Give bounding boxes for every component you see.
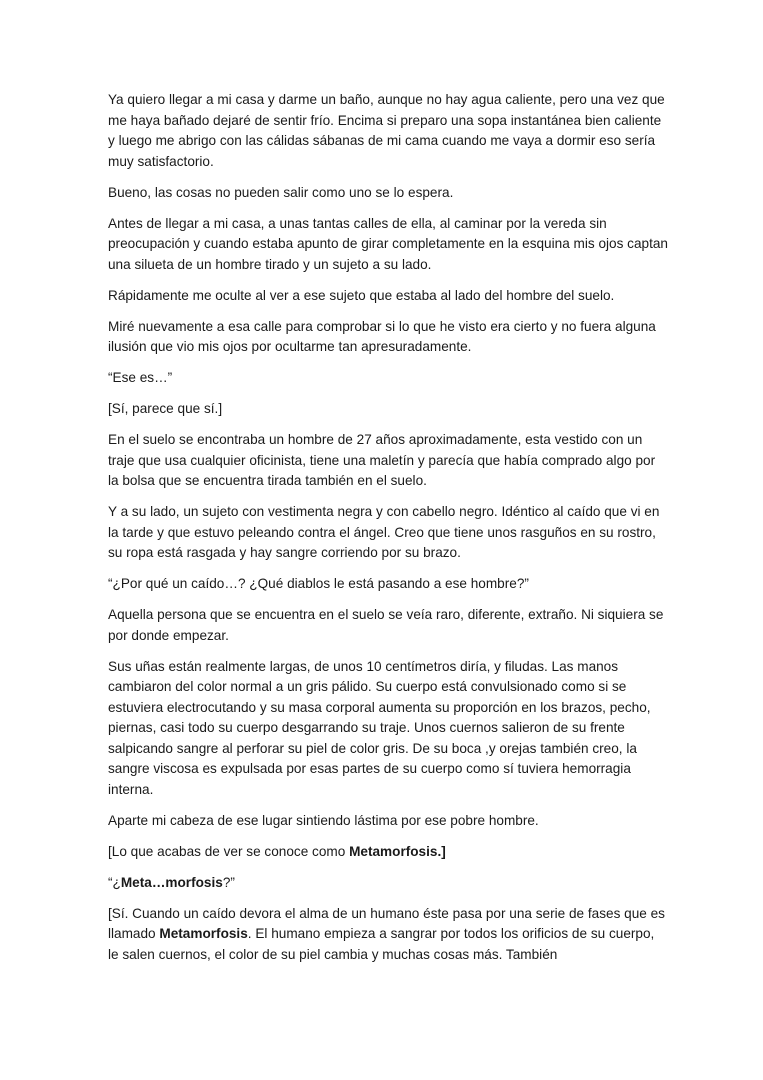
paragraph-10: “¿Por qué un caído…? ¿Qué diablos le está pasando a ese hombre?” xyxy=(108,576,529,591)
paragraph-3: Antes de llegar a mi casa, a unas tantas calles de ella, al caminar por la vereda sin preocupación y cuando estaba apunto de girar completamente en la esquina mis ojos captan una silueta de un hombre tirado y un sujeto a su lado. xyxy=(108,215,668,272)
paragraph-6: “Ese es…” xyxy=(108,370,173,385)
paragraph-15 xyxy=(108,873,668,894)
paragraph-4: Rápidamente me oculte al ver a ese sujeto que estaba al lado del hombre del suelo. xyxy=(108,287,615,303)
paragraph-14 xyxy=(108,842,668,863)
paragraph-12: Sus uñas están realmente largas, de unos 10 centímetros diría, y filudas. Las manos cambiaron del color normal a un gris pálido. Su cuerpo está convulsionado como si se estuviera electrocutando y su masa corporal aumenta su proporción en los brazos, pecho, piernas, casi todo su cuerpo desgarrando su traje. Unos cuernos salieron de su frente salpicando sangre al perforar su piel de color gris. De su boca ,y orejas también creo, la sangre viscosa es expulsada por esas partes de su cuerpo como sí tuviera hemorragia interna. xyxy=(108,658,651,797)
paragraph-11: Aquella persona que se encuentra en el suelo se veía raro, diferente, extraño. Ni siquiera se por donde empezar. xyxy=(108,607,664,643)
p15-text-start: “¿ xyxy=(108,874,121,890)
paragraph-8: En el suelo se encontraba un hombre de 27 años aproximadamente, esta vestido con un traje que usa cualquier oficinista, tiene una maletín y parecía que había comprado algo por la bolsa que se encuentra tirada también en el suelo. xyxy=(108,432,656,488)
p16-bold: Metamorfosis xyxy=(159,926,248,941)
paragraph-16 xyxy=(108,904,668,966)
p15-bold: Meta…morfosis xyxy=(120,874,223,890)
paragraph-5: Miré nuevamente a esa calle para comprobar si lo que he visto era cierto y no fuera alguna ilusión que vio mis ojos por ocultarme tan apresuradamente. xyxy=(108,318,656,354)
paragraph-7: [Sí, parece que sí.] xyxy=(108,401,223,416)
p14-text: [Lo que acabas de ver se conoce como xyxy=(108,843,350,859)
p16-text-start: [Sí. Cuando un caído devora el alma de un humano éste pasa por una serie de fases que es llamado xyxy=(108,905,665,941)
p15-text-end: ?” xyxy=(222,874,235,890)
paragraph-13: Aparte mi cabeza de ese lugar sintiendo lástima por ese pobre hombre. xyxy=(108,812,539,828)
p14-bold: Metamorfosis.] xyxy=(349,843,446,859)
paragraph-9: Y a su lado, un sujeto con vestimenta negra y con cabello negro. Idéntico al caído que vi en la tarde y que estuvo peleando contra el ángel. Creo que tiene unos rasguños en su rostro, su ropa está rasgada y hay sangre corriendo por su brazo. xyxy=(108,504,660,560)
p16-text-end: . El humano empieza a sangrar por todos los orificios de su cuerpo, le salen cuernos, el color de su piel cambia y muchas cosas más. También xyxy=(108,926,655,962)
paragraph-2: Bueno, las cosas no pueden salir como uno se lo espera. xyxy=(108,184,454,200)
body-text xyxy=(108,90,668,976)
paragraph-1: Ya quiero llegar a mi casa y darme un baño, aunque no hay agua caliente, pero una vez que me haya bañado dejaré de sentir frío. Encima si preparo una sopa instantánea bien caliente y luego me abrigo con las cálidas sábanas de mi cama cuando me vaya a dormir eso sería muy satisfactorio. xyxy=(108,92,665,169)
